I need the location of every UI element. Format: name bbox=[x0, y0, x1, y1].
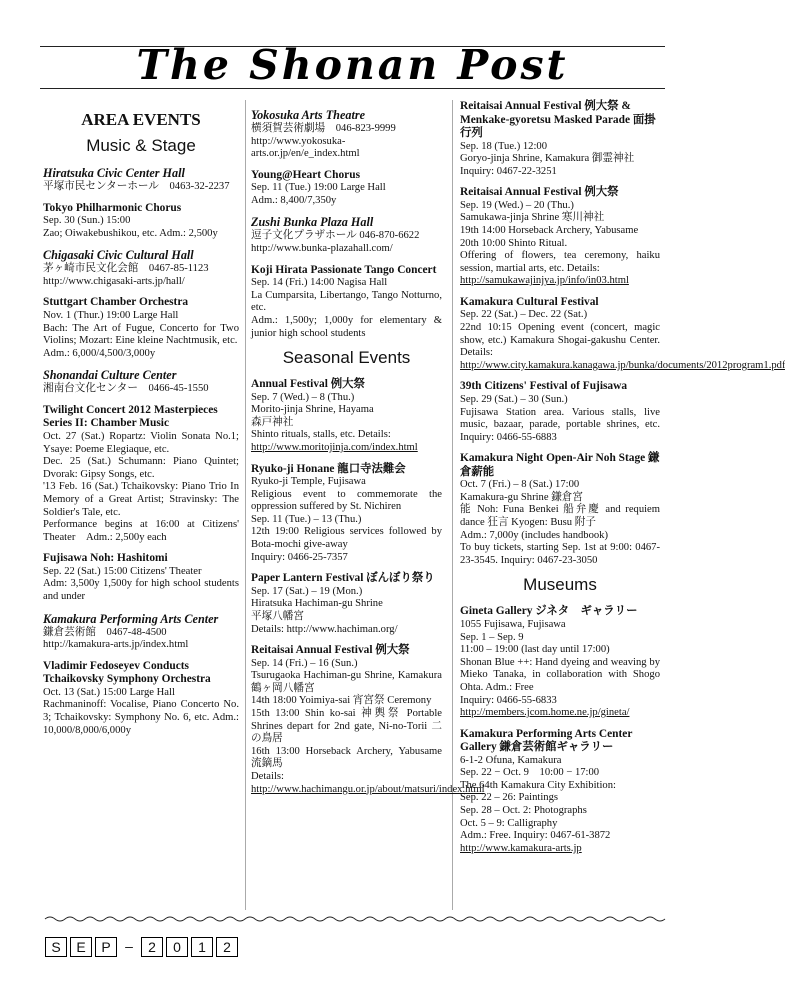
event-detail: Morito-jinja Shrine, Hayama bbox=[251, 404, 374, 416]
event-detail: Hiratsuka Hachiman-gu Shrine bbox=[251, 598, 383, 610]
event-detail: 15th 13:00 Shin ko-sai 神輿祭 Portable Shrines depart for 2nd gate, Ni-no-Torii 二の鳥居 bbox=[251, 708, 442, 745]
event-title: Gineta Gallery ジネタ ギャラリー bbox=[460, 605, 638, 618]
event-detail: Adm.: Free. Inquiry: 0467-61-3872 bbox=[460, 830, 611, 842]
date-char: 2 bbox=[141, 937, 163, 957]
event-detail: Sep. 29 (Sat.) – 30 (Sun.) bbox=[460, 393, 568, 405]
event-detail: Zao; Oiwakebushikou, etc. Adm.: 2,500y bbox=[43, 227, 218, 239]
event-detail: Sep. 18 (Tue.) 12:00 bbox=[460, 140, 548, 152]
venue-name: Shonandai Culture Center bbox=[43, 368, 177, 383]
event-detail: 12th 19:00 Religious services followed by Bota-mochi give-away bbox=[251, 526, 442, 551]
event-detail: 平塚八幡宮 bbox=[251, 610, 304, 622]
venue-contact: 鎌倉芸術館 0467-48-4500 bbox=[43, 626, 167, 638]
event-detail: Sep. 30 (Sun.) 15:00 bbox=[43, 215, 131, 227]
event-entry bbox=[251, 264, 442, 340]
venue-list bbox=[251, 108, 442, 340]
event-detail: 19th 14:00 Horseback Archery, Yabusame bbox=[460, 224, 639, 236]
event-detail: 14th 18:00 Yoimiya-sai 宵宮祭 Ceremony bbox=[251, 695, 432, 707]
event-link[interactable]: http://www.kamakura-arts.jp bbox=[460, 842, 582, 854]
event-detail: 22nd 10:15 Opening event (concert, magic show, etc.) Kamakura Shogai-gakushu Center. Details: bbox=[460, 322, 660, 359]
event-detail: Details: bbox=[251, 770, 284, 782]
event-detail: 能 Noh: Funa Benkei 船弁慶 and requiem dance 狂言 Kyogen: Busu 附子 bbox=[460, 504, 660, 529]
event-entry bbox=[43, 296, 239, 360]
museum-list bbox=[460, 605, 660, 855]
venue-contact: 茅ヶ崎市民文化会館 0467-85-1123 bbox=[43, 263, 209, 275]
event-detail: Performance begins at 16:00 at Citizens' Theater Adm.: 2,500y each bbox=[43, 519, 239, 543]
event-title: Stuttgart Chamber Orchestra bbox=[43, 296, 189, 309]
event-detail: Sep. 14 (Fri.) 14:00 Nagisa Hall bbox=[251, 277, 388, 289]
event-detail: Dec. 25 (Sat.) Schumann: Piano Quintet; Dvorak: Gipsy Songs, etc. bbox=[43, 456, 239, 480]
venue-contact: 平塚市民センターホール 0463-32-2237 bbox=[43, 181, 230, 192]
event-entry bbox=[460, 728, 660, 856]
event-entry bbox=[43, 660, 239, 737]
event-detail: Inquiry: 0467-22-3251 bbox=[460, 165, 557, 177]
event-title: Tokyo Philharmonic Chorus bbox=[43, 201, 182, 214]
venue-link[interactable]: http://www.yokosuka-arts.or.jp/en/e_index.html bbox=[251, 135, 360, 160]
seasonal-event-list bbox=[460, 100, 785, 567]
event-entry bbox=[43, 552, 239, 603]
event-detail: Ryuko-ji Temple, Fujisawa bbox=[251, 476, 366, 488]
date-char: 2 bbox=[216, 937, 238, 957]
column-venues-seasonal bbox=[251, 100, 485, 804]
event-detail: Sep. 22 (Sat.) 15:00 Citizens' Theater bbox=[43, 565, 202, 577]
event-entry bbox=[251, 644, 485, 796]
venue-info bbox=[43, 627, 239, 652]
event-title: 39th Citizens' Festival of Fujisawa bbox=[460, 380, 628, 393]
event-detail: 16th 13:00 Horseback Archery, Yabusame 流鏑馬 bbox=[251, 745, 442, 770]
newspaper-title: The Shonan Post bbox=[136, 41, 569, 89]
venue-name: Kamakura Performing Arts Center bbox=[43, 611, 219, 626]
event-entry bbox=[460, 605, 660, 719]
date-char: E bbox=[70, 937, 92, 957]
event-detail: Adm.: 6,000/4,500/3,000y bbox=[43, 347, 156, 359]
event-entry bbox=[251, 378, 442, 454]
event-detail: Inquiry: 0466-55-6833 bbox=[460, 694, 557, 706]
event-detail: Goryo-jinja Shrine, Kamakura 御霊神社 bbox=[460, 153, 635, 165]
event-link[interactable]: http://samukawajinjya.jp/info/in03.html bbox=[460, 275, 629, 287]
event-detail: Fujisawa Station area. Various stalls, live music, bazaar, parade, portable shrines, etc. Inquiry: 0466-55-6883 bbox=[460, 406, 660, 443]
event-link[interactable]: http://www.moritojinja.com/index.html bbox=[251, 442, 418, 453]
event-title: Fujisawa Noh: Hashitomi bbox=[43, 552, 168, 565]
date-char: P bbox=[95, 937, 117, 957]
event-title: Vladimir Fedoseyev Conducts Tchaikovsky Symphony Orchestra bbox=[43, 659, 211, 686]
event-detail: Sep. 11 (Tue.) 19:00 Large Hall bbox=[251, 182, 386, 194]
event-detail: Details: http://www.hachiman.org/ bbox=[251, 623, 398, 635]
venue-contact: 横須賀芸術劇場 046-823-9999 bbox=[251, 123, 396, 134]
event-detail: Sep. 14 (Fri.) – 16 (Sun.) bbox=[251, 657, 358, 669]
event-title: Young@Heart Chorus bbox=[251, 168, 361, 181]
event-detail: Samukawa-jinja Shrine 寒川神社 bbox=[460, 212, 605, 224]
music-stage-heading: Music & Stage bbox=[86, 136, 196, 155]
venue-name: Chigasaki Civic Cultural Hall bbox=[43, 248, 194, 263]
event-title: Ryuko-ji Honane 龍口寺法難会 bbox=[251, 462, 406, 475]
event-entry bbox=[460, 100, 660, 178]
event-detail: Adm.: 8,400/7,350y bbox=[251, 194, 337, 206]
event-detail: Offering of flowers, tea ceremony, haiku session, martial arts, etc. Details: bbox=[460, 250, 660, 274]
event-entry bbox=[43, 202, 239, 241]
venue-info bbox=[43, 181, 239, 194]
event-detail: Bach: The Art of Fugue, Concerto for Two Violins; Mozart: Eine kleine Nachtmusik, etc. bbox=[43, 322, 239, 347]
column-music-stage bbox=[43, 100, 239, 745]
seasonal-events-heading: Seasonal Events bbox=[282, 348, 411, 368]
venue-link[interactable]: http://www.chigasaki-arts.jp/hall/ bbox=[43, 275, 185, 287]
event-detail: To buy tickets, starting Sep. 1st at 9:00: 0467-23-3545. Inquiry: 0467-23-3050 bbox=[460, 542, 660, 566]
event-title: Twilight Concert 2012 Masterpieces Series II: Chamber Music bbox=[43, 403, 218, 430]
venue-name: Hiratsuka Civic Center Hall bbox=[43, 166, 185, 180]
event-detail: 1055 Fujisawa, Fujisawa bbox=[460, 618, 566, 630]
event-detail: Tsurugaoka Hachiman-gu Shrine, Kamakura 鶴ヶ岡八幡宮 bbox=[251, 670, 442, 694]
venue-list bbox=[43, 166, 239, 737]
area-events-heading: AREA EVENTS bbox=[81, 110, 201, 129]
venue-link[interactable]: http://kamakura-arts.jp/index.html bbox=[43, 639, 189, 651]
event-detail: 20th 10:00 Shinto Ritual. bbox=[460, 237, 568, 249]
event-detail: Sep. 11 (Tue.) – 13 (Thu.) bbox=[251, 513, 362, 525]
event-title: Annual Festival 例大祭 bbox=[251, 378, 365, 391]
event-entry bbox=[460, 295, 785, 372]
footer-wave-rule bbox=[45, 914, 660, 924]
event-title: Reitaisai Annual Festival 例大祭 & Menkake-gyoretsu Masked Parade 面掛行列 bbox=[460, 100, 656, 139]
column-divider bbox=[245, 100, 246, 910]
venue-contact: 逗子文化プラザホール 046-870-6622 bbox=[251, 230, 420, 242]
event-detail: Oct. 7 (Fri.) – 8 (Sat.) 17:00 bbox=[460, 479, 580, 491]
museums-heading: Museums bbox=[523, 575, 597, 595]
event-entry bbox=[460, 452, 660, 567]
venue-info bbox=[43, 263, 239, 288]
event-title: Reitaisai Annual Festival 例大祭 bbox=[460, 186, 619, 199]
date-char: S bbox=[45, 937, 67, 957]
event-detail: The 64th Kamakura City Exhibition: bbox=[460, 779, 616, 791]
event-detail: Sep. 28 – Oct. 2: Photographs bbox=[460, 805, 587, 817]
date-char: 1 bbox=[191, 937, 213, 957]
event-title: Kamakura Night Open-Air Noh Stage 鎌倉薪能 bbox=[460, 452, 660, 478]
event-title: Paper Lantern Festival ぼんぼり祭り bbox=[251, 572, 435, 585]
event-detail: Kamakura-gu Shrine 鎌倉宮 bbox=[460, 491, 583, 503]
event-entry bbox=[460, 380, 660, 444]
event-detail: Sep. 7 (Wed.) – 8 (Thu.) bbox=[251, 391, 355, 403]
venue-info bbox=[251, 123, 442, 161]
date-char: 0 bbox=[166, 937, 188, 957]
venue-contact: 湘南台文化センター 0466-45-1550 bbox=[43, 383, 209, 395]
venue-info bbox=[43, 383, 239, 396]
event-detail: Oct. 13 (Sat.) 15:00 Large Hall bbox=[43, 686, 175, 698]
event-title: Kamakura Cultural Festival bbox=[460, 295, 599, 308]
event-title: Koji Hirata Passionate Tango Concert bbox=[251, 263, 437, 276]
event-link[interactable]: http://www.hachimangu.or.jp/about/matsuri/index.html bbox=[251, 783, 485, 795]
event-detail: 6-1-2 Ofuna, Kamakura bbox=[460, 754, 562, 766]
event-detail: Sep. 22 − Oct. 9 10:00 − 17:00 bbox=[460, 767, 600, 779]
event-detail: 森戸神社 bbox=[251, 416, 294, 428]
column-festivals-museums bbox=[460, 100, 785, 863]
event-detail: Shinto rituals, stalls, etc. Details: bbox=[251, 429, 391, 441]
event-detail: Oct. 27 (Sat.) Ropartz: Violin Sonata No.1; Ysaye: Poeme Elegiaque, etc. bbox=[43, 430, 239, 455]
event-entry bbox=[460, 186, 660, 288]
event-detail: 11:00 – 19:00 (last day until 17:00) bbox=[460, 644, 610, 656]
event-detail: Nov. 1 (Thur.) 19:00 Large Hall bbox=[43, 309, 179, 321]
event-detail: Sep. 19 (Wed.) – 20 (Thu.) bbox=[460, 199, 574, 211]
event-entry bbox=[251, 169, 442, 208]
event-entry bbox=[43, 404, 239, 544]
event-title: Reitaisai Annual Festival 例大祭 bbox=[251, 644, 410, 657]
masthead bbox=[40, 42, 665, 92]
event-link[interactable]: http://www.city.kamakura.kanagawa.jp/bunka/documents/2012program1.pdf bbox=[460, 359, 785, 371]
event-entry bbox=[251, 572, 442, 636]
event-link[interactable]: http://members.jcom.home.ne.jp/gineta/ bbox=[460, 707, 630, 719]
event-detail: Adm: 3,500y 1,500y for high school students and under bbox=[43, 578, 239, 602]
event-detail: Inquiry: 0466-25-7357 bbox=[251, 551, 348, 563]
venue-name: Yokosuka Arts Theatre bbox=[251, 108, 365, 122]
issue-date bbox=[45, 937, 241, 957]
venue-info bbox=[251, 230, 442, 255]
event-detail: Oct. 5 – 9: Calligraphy bbox=[460, 817, 558, 829]
seasonal-event-list bbox=[251, 378, 485, 796]
event-entry bbox=[251, 463, 442, 565]
event-detail: Rachmaninoff: Vocalise, Piano Concerto No. 3; Tchaikovsky: Symphony No. 6, etc. Adm.: 10,000/8,000/6,000y bbox=[43, 699, 239, 736]
event-detail: Sep. 1 – Sep. 9 bbox=[460, 631, 524, 643]
venue-link[interactable]: http://www.bunka-plazahall.com/ bbox=[251, 243, 393, 255]
date-dash: – bbox=[125, 938, 133, 954]
event-detail: La Cumparsita, Libertango, Tango Notturno, etc. bbox=[251, 289, 442, 314]
event-title: Kamakura Performing Arts Center Gallery 鎌倉芸術館ギャラリー bbox=[460, 727, 633, 754]
venue-name: Zushi Bunka Plaza Hall bbox=[251, 215, 374, 230]
event-detail: Adm.: 7,000y (includes handbook) bbox=[460, 529, 608, 541]
event-detail: '13 Feb. 16 (Sat.) Tchaikovsky: Piano Trio In Memory of a Great Artist; Stravinsky: The Soldier's Tale, etc. bbox=[43, 481, 239, 518]
event-detail: Religious event to commemorate the oppression suffered by St. Nichiren bbox=[251, 488, 442, 513]
event-detail: Adm.: 1,500y; 1,000y for elementary & junior high school students bbox=[251, 314, 442, 339]
masthead-bottom-rule bbox=[40, 88, 665, 89]
event-detail: Sep. 22 – 26: Paintings bbox=[460, 792, 558, 804]
event-detail: Sep. 22 (Sat.) – Dec. 22 (Sat.) bbox=[460, 309, 588, 321]
event-detail: Sep. 17 (Sat.) – 19 (Mon.) bbox=[251, 585, 363, 597]
event-detail: Shonan Blue ++: Hand dyeing and weaving by Mieko Tanaka, in collaboration with Shogo Ohta. Adm.: Free bbox=[460, 656, 660, 693]
